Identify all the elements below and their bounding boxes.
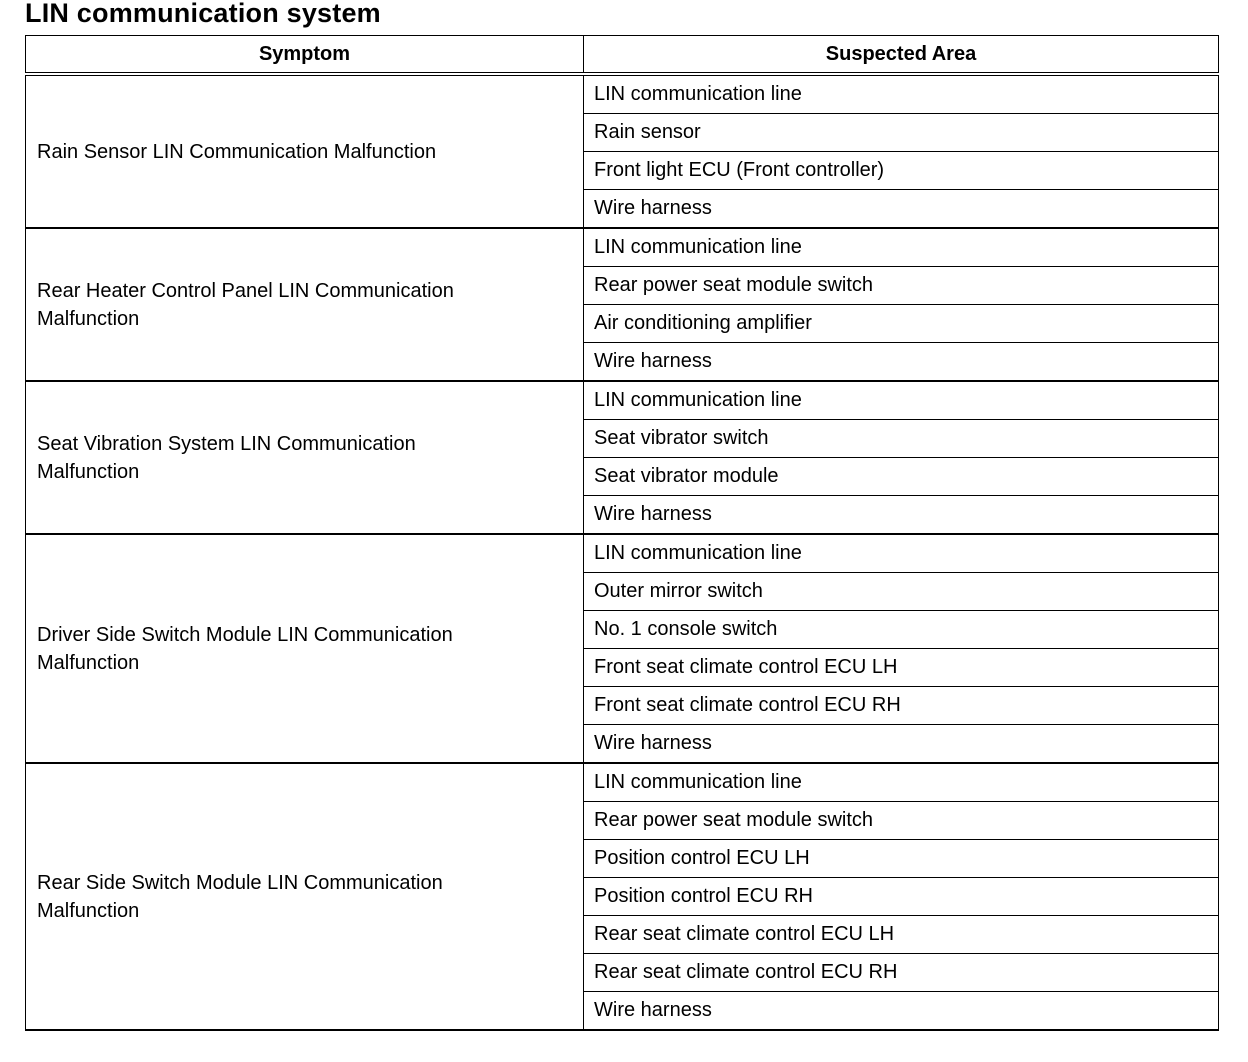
suspected-area-cell: Seat vibrator module bbox=[584, 458, 1219, 496]
symptom-cell: Rear Side Switch Module LIN Communication Malfunction bbox=[26, 763, 584, 1030]
table-row bbox=[26, 228, 1219, 267]
table-header-row bbox=[26, 36, 1219, 75]
header-symptom: Symptom bbox=[26, 36, 584, 75]
suspected-area-cell: Rear seat climate control ECU LH bbox=[584, 916, 1219, 954]
suspected-area-cell: Rain sensor bbox=[584, 114, 1219, 152]
suspected-area-cell: Front light ECU (Front controller) bbox=[584, 152, 1219, 190]
suspected-area-cell: Outer mirror switch bbox=[584, 573, 1219, 611]
header-suspected-area: Suspected Area bbox=[584, 36, 1219, 75]
symptom-table bbox=[25, 35, 1219, 1031]
table-body bbox=[26, 74, 1219, 1030]
suspected-area-cell: Wire harness bbox=[584, 190, 1219, 229]
page-title: LIN communication system bbox=[25, 0, 381, 28]
suspected-area-cell: Wire harness bbox=[584, 725, 1219, 764]
suspected-area-cell: LIN communication line bbox=[584, 228, 1219, 267]
suspected-area-cell: LIN communication line bbox=[584, 763, 1219, 802]
table-row bbox=[26, 74, 1219, 114]
suspected-area-cell: Front seat climate control ECU RH bbox=[584, 687, 1219, 725]
symptom-cell: Rain Sensor LIN Communication Malfunction bbox=[26, 74, 584, 228]
suspected-area-cell: Rear seat climate control ECU RH bbox=[584, 954, 1219, 992]
suspected-area-cell: Wire harness bbox=[584, 496, 1219, 535]
suspected-area-cell: Front seat climate control ECU LH bbox=[584, 649, 1219, 687]
suspected-area-cell: No. 1 console switch bbox=[584, 611, 1219, 649]
suspected-area-cell: Wire harness bbox=[584, 992, 1219, 1031]
suspected-area-cell: Position control ECU LH bbox=[584, 840, 1219, 878]
table-row bbox=[26, 534, 1219, 573]
suspected-area-cell: Position control ECU RH bbox=[584, 878, 1219, 916]
table-row bbox=[26, 381, 1219, 420]
suspected-area-cell: Rear power seat module switch bbox=[584, 802, 1219, 840]
suspected-area-cell: Wire harness bbox=[584, 343, 1219, 382]
table-row bbox=[26, 763, 1219, 802]
suspected-area-cell: LIN communication line bbox=[584, 381, 1219, 420]
suspected-area-cell: Seat vibrator switch bbox=[584, 420, 1219, 458]
suspected-area-cell: Air conditioning amplifier bbox=[584, 305, 1219, 343]
symptom-cell: Driver Side Switch Module LIN Communication Malfunction bbox=[26, 534, 584, 763]
suspected-area-cell: Rear power seat module switch bbox=[584, 267, 1219, 305]
symptom-cell: Rear Heater Control Panel LIN Communication Malfunction bbox=[26, 228, 584, 381]
symptom-cell: Seat Vibration System LIN Communication Malfunction bbox=[26, 381, 584, 534]
suspected-area-cell: LIN communication line bbox=[584, 74, 1219, 114]
suspected-area-cell: LIN communication line bbox=[584, 534, 1219, 573]
